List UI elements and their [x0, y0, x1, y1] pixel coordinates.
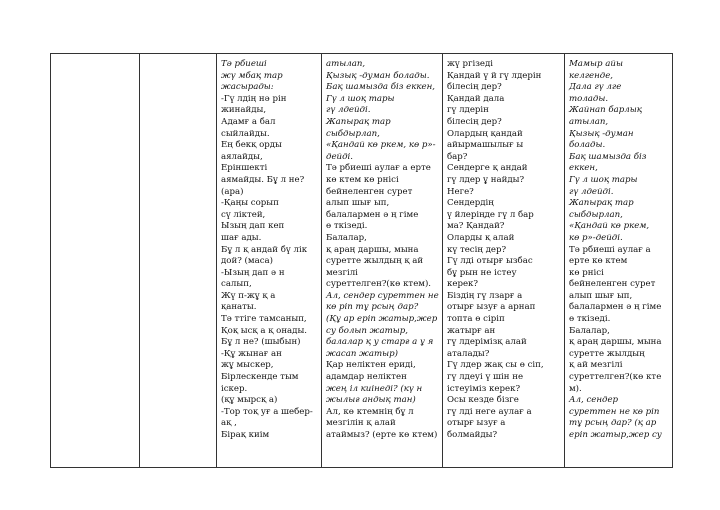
cell-text-line: сыйлайды.	[221, 128, 270, 139]
cell-text-line: Біздің гү лзарғ а	[447, 290, 523, 301]
cell-text-line: ө ткізеді.	[326, 221, 368, 232]
cell-text-line: суретте жылдың қ ай	[326, 256, 424, 267]
cell-text-line: гү лді неге аулағ а	[447, 406, 532, 417]
cell-text-line: кө р»-дейді.	[569, 232, 623, 243]
cell-text-line: «Қандай кө ркем,	[569, 221, 650, 232]
cell-text-line: Қоқ ысқ а қ онады.	[221, 325, 308, 336]
cell-text-line: атылап,	[569, 116, 609, 127]
cell-text-line: болады.	[569, 140, 606, 151]
cell-text-line: -Гү лдің нә рін	[221, 93, 287, 104]
cell-text-line: сыбдырлап,	[326, 128, 380, 139]
cell-text-line: жү мбақ тар	[221, 70, 283, 81]
cell-text-line: қ ай мезгілі	[569, 360, 623, 371]
cell-text-line: «Қандай кө ркем, кө р»-	[326, 140, 436, 151]
cell-text-line: Гү лді отырғ ызбас	[447, 256, 533, 267]
cell-text-line: гү лдер ұ найды?	[447, 174, 525, 185]
cell-text-line: Қандай дала	[447, 93, 505, 104]
cell-text-line: шағ ады.	[221, 232, 262, 243]
cell-text-line: қ араң даршы, мына	[326, 244, 419, 255]
cell-text-line: Бұ л не? (шыбын)	[221, 337, 301, 348]
cell-text-line: жең іл киінеді? (кү н	[326, 383, 423, 394]
cell-text-line: Жайнап барлық	[569, 105, 642, 116]
cell-text-line: гү лдейді.	[569, 186, 614, 197]
cell-text-line: істеуіміз керек?	[447, 383, 521, 394]
cell-text-line: Тә рбиеші	[221, 59, 267, 69]
lesson-plan-table	[50, 53, 673, 468]
cell-text-line: атаймыз? (ерте кө ктем)	[326, 430, 438, 440]
cell-text-line: Неге?	[447, 186, 474, 197]
cell-text-line: отырғ ызуғ а	[447, 418, 506, 429]
cell-text-line: ақ ,	[221, 418, 237, 429]
cell-text-line: мезгілін қ алай	[326, 418, 396, 429]
cell-text-line: су болып жатыр,	[326, 325, 408, 336]
cell-text-line: балалар қ у старғ а ұ я	[326, 337, 434, 348]
cell-text-line: (Құ ар еріп жатыр,жер	[326, 314, 438, 325]
cell-text-line: гү лдейді.	[326, 105, 371, 116]
cell-text-line: алып шығ ып,	[326, 198, 390, 209]
cell-text-line: Бұ л қ андай бү лік	[221, 244, 308, 255]
cell-text-line: жасырады:	[221, 82, 274, 93]
cell-text-line: Қызық -думан болады.	[326, 70, 430, 81]
cell-text-line: Жапырақ тар	[569, 198, 634, 209]
cell-text-line: гү лдерін	[447, 105, 489, 116]
cell-text-line: Олардың қандай	[447, 128, 523, 139]
cell-col-5	[443, 54, 565, 468]
cell-text-line: Адамғ а бал	[221, 116, 276, 127]
cell-text-line: кө рнісі	[569, 267, 604, 278]
cell-text-line: жинайды,	[221, 105, 267, 116]
cell-text-line: жатырғ ан	[447, 325, 496, 336]
cell-text-line: Ызың дап кеп	[221, 221, 285, 232]
cell-text-line: Ал, сендер суреттен не	[326, 290, 439, 301]
cell-text-line: дой? (маса)	[221, 256, 273, 267]
cell-text-line: аталады?	[447, 348, 490, 359]
cell-text-line: Балалар,	[569, 325, 610, 336]
cell-text-line: бар?	[447, 151, 468, 162]
cell-text-line: Тә рбиеші аулағ а ерте	[326, 163, 431, 174]
cell-col-2	[140, 54, 217, 468]
cell-text-line: қанаты.	[221, 302, 257, 313]
cell-text-line: еріп жатыр,жер су	[569, 430, 662, 440]
table-row	[51, 54, 673, 468]
cell-text-line: Ерiншектi	[221, 163, 268, 174]
cell-text-line: сү ліктей,	[221, 209, 266, 220]
cell-text-line: қ араң даршы, мына	[569, 337, 662, 348]
cell-text-line: Дала гү лге	[569, 82, 622, 93]
cell-text-line: кө ктем кө рнісі	[326, 174, 399, 185]
cell-text-line: ерте кө ктем	[569, 256, 628, 267]
cell-text-line: салып,	[221, 279, 252, 290]
cell-text-line: іскер.	[221, 383, 248, 394]
cell-text-line: бейнеленген сурет	[569, 279, 656, 290]
cell-text-line: дейді.	[326, 151, 353, 162]
cell-text-line: Ең бекқ орды	[221, 140, 282, 151]
cell-text-line: Ал, кө ктемнің бұ л	[326, 406, 414, 417]
cell-col-3	[217, 54, 322, 468]
cell-text-line: Гү лдер жақ сы ө сіп,	[447, 360, 544, 371]
cell-text-line: жү ргізеді	[447, 59, 494, 69]
cell-text-line: м).	[569, 383, 582, 394]
cell-text-line: отырғ ызуғ а арнап	[447, 302, 536, 313]
cell-text-line: -Қаңы сорып	[221, 198, 279, 209]
cell-text-line: кү тесің дер?	[447, 244, 507, 255]
cell-text-line: ө ткізеді.	[569, 314, 611, 325]
cell-text-line: кө ріп тұ рсың дар?	[326, 302, 419, 313]
cell-text-line: білесің дер?	[447, 116, 502, 127]
cell-text-line: суреттелген?(кө ктем).	[326, 279, 432, 290]
cell-text-line: керек?	[447, 279, 479, 290]
cell-text-line: Мамыр айы	[569, 59, 623, 69]
cell-text-line: мезгілі	[326, 267, 358, 278]
cell-text-line: ма? Қандай?	[447, 221, 505, 232]
cell-text-line: суреттен не кө ріп	[569, 406, 660, 417]
cell-text-line: алып шығ ып,	[569, 290, 633, 301]
cell-text-line: Бақ шамызда біз еккен,	[326, 82, 435, 93]
cell-text-line: балалармен ә ң гіме	[326, 209, 419, 220]
cell-text-line: балалармен ә ң гіме	[569, 302, 662, 313]
cell-text-line: -Құ жынағ ан	[221, 348, 282, 359]
cell-text-line: Қандай ү й гү лдерін	[447, 70, 542, 81]
cell-text-line: Гү л шоқ тары	[569, 174, 638, 185]
cell-text-line: -Ызың дап ә н	[221, 267, 285, 278]
cell-text-line: аялайды,	[221, 151, 263, 162]
cell-text-line: білесің дер?	[447, 82, 502, 93]
cell-col-6	[565, 54, 673, 468]
cell-text-line: болмайды?	[447, 430, 498, 440]
cell-text-line: Гү л шоқ тары	[326, 93, 395, 104]
cell-text-line: адамдар неліктен	[326, 372, 407, 383]
cell-text-line: айырмашылығ ы	[447, 140, 524, 151]
cell-text-line: жасап жатыр)	[326, 348, 398, 359]
cell-text-line: Сендердің	[447, 198, 494, 209]
cell-text-line: Ал, сендер	[569, 395, 619, 406]
cell-text-line: атылап,	[326, 59, 366, 69]
cell-text-line: тұ рсың дар? (қ ар	[569, 418, 657, 429]
cell-text-line: Оларды қ алай	[447, 232, 515, 243]
cell-text-line: -Тор тоқ уғ а шебер-	[221, 406, 313, 417]
cell-text-line: топта ө сіріп	[447, 314, 505, 325]
cell-col-1	[51, 54, 140, 468]
cell-text-line: (құ мырсқ а)	[221, 395, 278, 406]
cell-text-line: Тә ттіге тамсанып,	[221, 314, 307, 325]
cell-text-line: сыбдырлап,	[569, 209, 623, 220]
cell-text-line: Бақ шамызда біз	[569, 151, 647, 162]
cell-text-line: бейнеленген сурет	[326, 186, 413, 197]
cell-text-line: суреттелген?(кө кте	[569, 372, 662, 383]
cell-col-4	[322, 54, 443, 468]
cell-text-line: аямайды. Бұ л не?	[221, 174, 305, 185]
cell-text-line: келгенде,	[569, 70, 614, 81]
cell-text-line: жылығ андық тан)	[326, 395, 416, 406]
cell-text-line: гү лдерімізқ алай	[447, 337, 527, 348]
cell-text-line: бұ рын не істеу	[447, 267, 517, 278]
cell-text-line: жұ мыскер,	[221, 360, 274, 371]
cell-text-line: Бірақ киім	[221, 430, 270, 440]
cell-text-line: (ара)	[221, 186, 244, 197]
cell-text-line: Балалар,	[326, 232, 367, 243]
cell-text-line: Қызық -думан	[569, 128, 634, 139]
cell-text-line: гү лдеуі ү шін не	[447, 372, 524, 383]
cell-text-line: ү йлеріңде гү л бар	[447, 209, 534, 220]
cell-text-line: толады.	[569, 93, 609, 104]
cell-text-line: еккен,	[569, 163, 598, 174]
cell-text-line: Қар неліктен ериді,	[326, 360, 416, 371]
cell-text-line: суретте жылдың	[569, 348, 645, 359]
cell-text-line: Тә рбиеші аулағ а	[569, 244, 651, 255]
cell-text-line: Сендерге қ андай	[447, 163, 528, 174]
cell-text-line: Бірлескенде тым	[221, 372, 299, 383]
cell-text-line: Жү п-жұ қ а	[221, 290, 276, 301]
cell-text-line: Осы кезде бізге	[447, 395, 519, 406]
cell-text-line: Жапырақ тар	[326, 116, 391, 127]
